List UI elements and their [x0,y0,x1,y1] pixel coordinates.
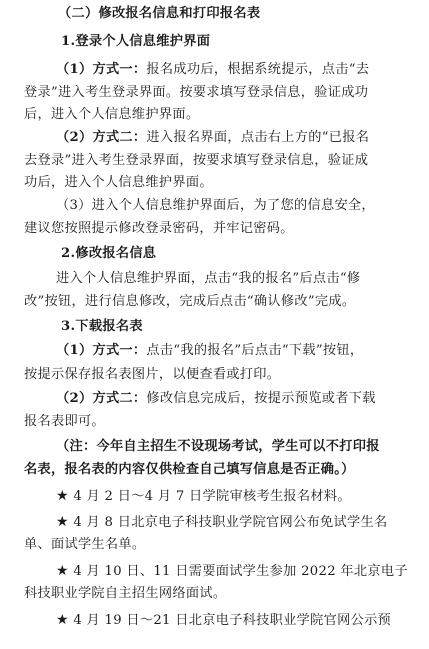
star-icon: ★ [56,612,69,628]
schedule-item-2-line2: 单、面试学生名单。 [24,537,146,552]
sub1-p1-line1 [56,61,369,79]
sub3-p2-line2: 报名表即可。 [24,414,105,429]
sub1-p2-label: （2）方式二： [56,130,147,145]
schedule-item-3-text: 4 月 10 日、11 日需要面试学生参加 2022 年北京电子 [73,564,408,579]
schedule-item-2 [56,513,387,532]
star-icon: ★ [56,563,69,579]
note-line2: 名表，报名表的内容仅供检查自己填写信息是否正确。） [24,462,355,477]
sub3-heading: 3.下载报名表 [61,319,143,334]
sub1-p3-line1: （3）进入个人信息维护界面后，为了您的信息安全， [56,198,375,213]
schedule-item-4 [56,611,391,630]
schedule-item-4-text: 4 月 19 日～21 日北京电子科技职业学院官网公示预 [73,613,392,628]
sub1-p2-line1 [56,129,369,147]
sub1-p1-label: （1）方式一： [56,62,147,77]
schedule-item-1-text: 4 月 2 日～4 月 7 日学院审核考生报名材料。 [73,489,351,504]
sub1-p3-line2: 建议您按照提示修改登录密码，并牢记密码。 [24,221,294,236]
sub1-p2-text: 进入报名界面，点击右上方的“已报名 [146,130,370,145]
sub3-p1-line1 [56,342,363,360]
sub3-p2-text: 修改信息完成后，按提示预览或者下载 [146,391,376,406]
sub1-p2-line3: 功后，进入个人信息维护界面。 [24,175,213,190]
sub3-p1-label: （1）方式一： [56,343,147,358]
schedule-item-3 [56,562,408,581]
star-icon: ★ [56,488,69,504]
sub1-p2-line2: 去登录”进入考生登录界面，按要求填写登录信息，验证成 [24,153,369,168]
schedule-item-3-line2: 科技职业学院自主招生网络面试。 [24,586,227,601]
section-heading: （二）修改报名信息和打印报名表 [58,6,261,21]
star-icon: ★ [56,514,69,530]
sub3-p2-line1 [56,390,376,408]
note-line1: （注：今年自主招生不设现场考试，学生可以不打印报 [56,439,380,454]
sub1-heading: 1.登录个人信息维护界面 [61,34,211,49]
sub3-p2-label: （2）方式二： [56,391,147,406]
sub3-p1-line2: 按提示保存报名表图片，以便查看或打印。 [24,367,281,382]
sub2-p-line1: 进入个人信息维护界面，点击“我的报名”后点击“修 [56,271,361,286]
sub3-p1-text: 点击“我的报名”后点击“下载”按钮， [146,343,364,358]
schedule-item-2-text: 4 月 8 日北京电子科技职业学院官网公布免试学生名 [73,515,388,530]
sub1-p1-line3: 后，进入个人信息维护界面。 [24,107,200,122]
sub1-p1-line2: 登录”进入考生登录界面。按要求填写登录信息，验证成功 [24,85,369,100]
schedule-item-1 [56,487,351,506]
sub1-p1-text: 报名成功后，根据系统提示，点击“去 [146,62,370,77]
sub2-p-line2: 改”按钮，进行信息修改，完成后点击“确认修改”完成。 [24,294,356,309]
sub2-heading: 2.修改报名信息 [61,246,157,261]
